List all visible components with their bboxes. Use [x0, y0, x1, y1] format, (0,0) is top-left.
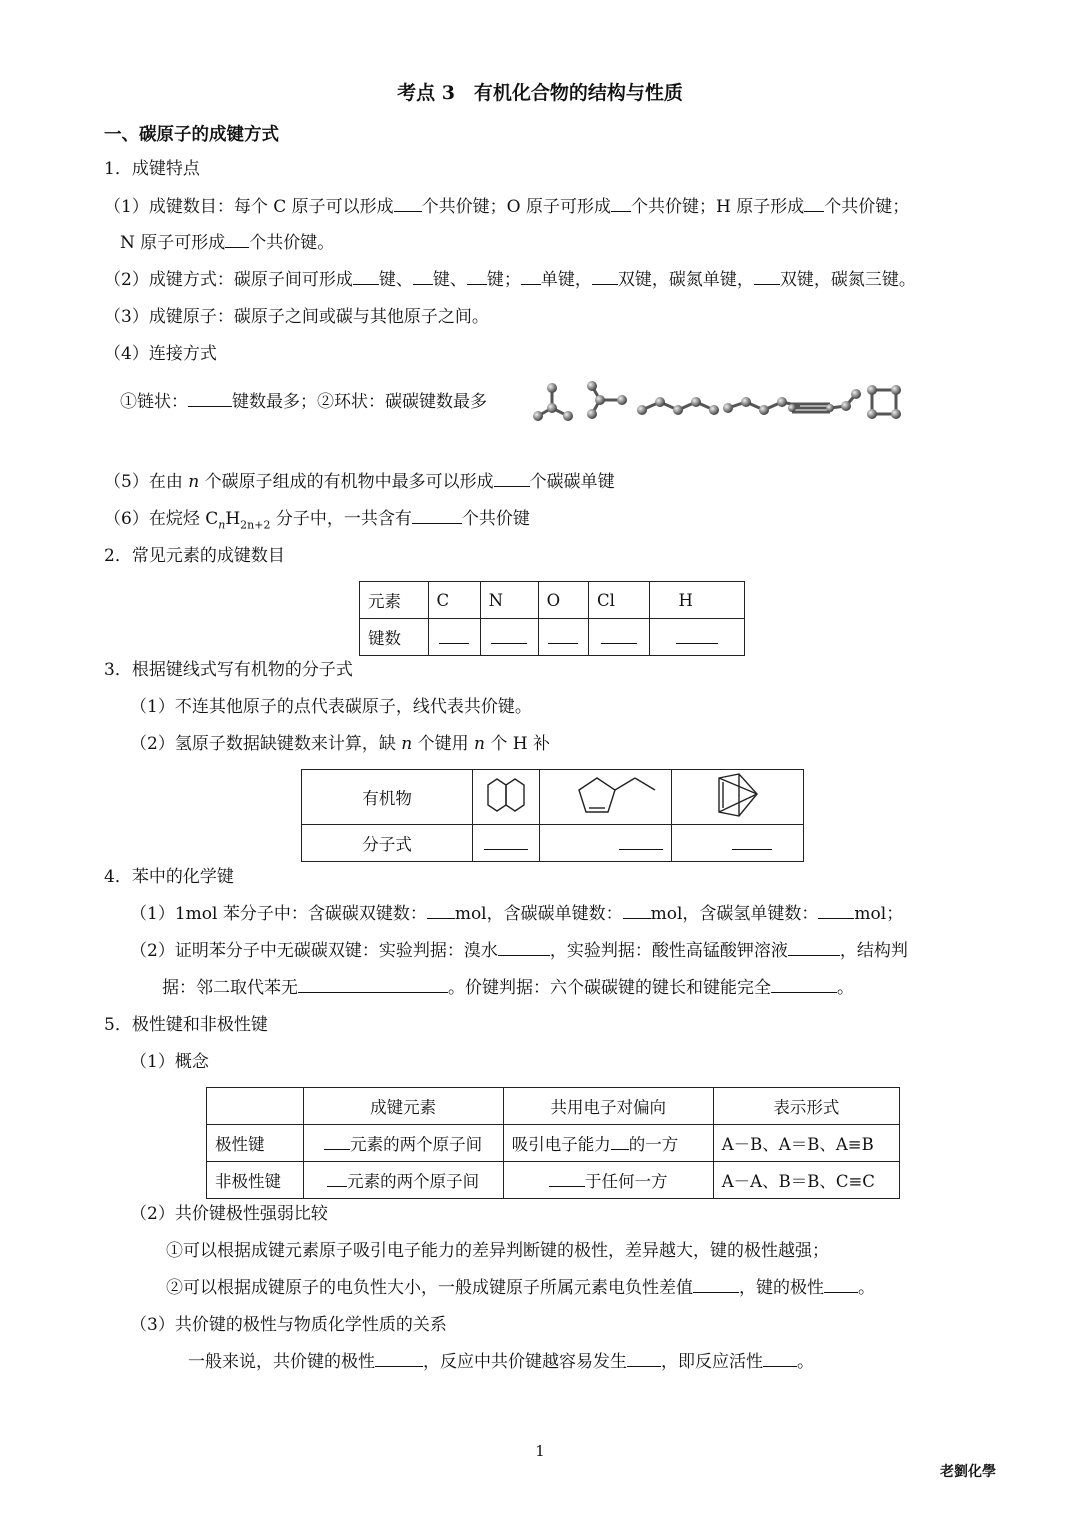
subheading-polarity-compare: （2）共价键极性强弱比较 [130, 1204, 328, 1224]
line-bond-types: （2）成键方式：碳原子间可形成 键、 键、 键； 单键， 双键，碳氮单键， 双键，碳氮三键。 [104, 270, 916, 290]
table-cell: 非极性键 [207, 1162, 304, 1199]
page-number: 1 [535, 1442, 545, 1460]
line-benzene-proof-cont: 据：邻二取代苯无 。价键判据：六个碳碳键的键长和键能完全 。 [162, 978, 854, 998]
blank [324, 1133, 350, 1150]
blank [788, 939, 840, 956]
table-cell: H [650, 582, 745, 619]
blank [804, 195, 824, 212]
ethylcyclopentene-structure [545, 770, 665, 820]
skeletal-formula-table [301, 769, 804, 862]
blank [491, 627, 527, 644]
blank [549, 1170, 585, 1187]
blank [676, 627, 718, 644]
blank [693, 1276, 739, 1293]
line-max-cc-bonds: （5）在由 n 个碳原子组成的有机物中最多可以形成 个碳碳单键 [104, 472, 615, 492]
blank [494, 470, 530, 487]
table-cell: Cl [589, 582, 650, 619]
blank [375, 1350, 423, 1367]
section-heading-polar-bonds: 5．极性键和非极性键 [104, 1015, 268, 1035]
ball-and-stick-models-illustration [530, 372, 910, 432]
line-polarity-rule-2: ②可以根据成键原子的电负性大小，一般成键原子所属元素电负性差值 ，键的极性 。 [166, 1278, 875, 1298]
blank [521, 268, 541, 285]
blank [611, 195, 631, 212]
table-cell: 共用电子对偏向 [503, 1088, 713, 1125]
table-cell: A－B、A＝B、A≡B [713, 1125, 899, 1162]
line-hydrogen-count: （2）氢原子数据缺键数来计算，缺 n 个键用 n 个 H 补 [130, 734, 550, 754]
bicyclic-structure [697, 770, 777, 820]
page-title: 考点 3 有机化合物的结构与性质 [397, 82, 683, 104]
line-polarity-rule-1: ①可以根据成键元素原子吸引电子能力的差异判断键的极性，差异越大，键的极性越强； [166, 1241, 829, 1261]
table-cell: O [538, 582, 588, 619]
line-dot-carbon: （1）不连其他原子的点代表碳原子，线代表共价键。 [130, 697, 532, 717]
blank [611, 1133, 629, 1150]
blank [818, 902, 854, 919]
blank [484, 833, 528, 850]
blank [298, 976, 448, 993]
table-cell: 极性键 [207, 1125, 304, 1162]
blank [427, 902, 455, 919]
table-cell: 分子式 [302, 825, 473, 862]
line-connection-mode: （4）连接方式 [104, 344, 217, 364]
blank [188, 390, 232, 407]
decalin-structure [476, 770, 536, 820]
section-heading-benzene-bonds: 4．苯中的化学键 [104, 867, 234, 887]
line-alkane-bonds: （6）在烷烃 $C_nH_{2n+2}$ 分子中，一共含有 个共价键 [104, 509, 530, 532]
blank [548, 627, 578, 644]
table-cell: 元素的两个原子间 [350, 1135, 483, 1154]
blank [592, 268, 618, 285]
blank [353, 268, 379, 285]
blank [627, 1350, 661, 1367]
blank [413, 268, 433, 285]
table-cell: 元素的两个原子间 [347, 1172, 480, 1191]
blank [763, 1350, 797, 1367]
line-bond-count: （1）成键数目：每个 C 原子可以形成 个共价键；O 原子可形成 个共价键；H 原子形成 个共价键； [104, 197, 910, 217]
table-cell [207, 1088, 304, 1125]
blank [732, 833, 772, 850]
subheading-concept: （1）概念 [130, 1052, 209, 1072]
table-cell: 成键元素 [303, 1088, 503, 1125]
blank [619, 833, 663, 850]
section-heading-carbon-bonding: 一、碳原子的成键方式 [104, 125, 279, 145]
line-chain-ring: ①链状： 键数最多；②环状：碳碳键数最多 [120, 392, 487, 412]
blank [394, 195, 422, 212]
polar-bond-table: 成键元素 共用电子对偏向 表示形式 极性键 元素的两个原子间 吸引电子能力 的一方 A－B、A＝B、A≡B 非极性键 元素的两个原子间 于任何一方 A－A、B＝B、C≡C [206, 1087, 900, 1199]
line-nitrogen-bonds: N 原子可形成 个共价键。 [120, 233, 335, 253]
blank [467, 268, 487, 285]
blank [412, 507, 462, 524]
blank [623, 902, 651, 919]
line-benzene-bond-counts: （1）1mol 苯分子中：含碳碳双键数： mol，含碳碳单键数： mol，含碳氢单键数： mol； [130, 904, 904, 924]
table-cell: 键数 [360, 619, 429, 656]
table-cell: 元素 [360, 582, 429, 619]
line-benzene-proof: （2）证明苯分子中无碳碳双键：实验判据：溴水 ，实验判据：酸性高锰酸钾溶液 ，结构判 [130, 941, 908, 961]
blank [225, 231, 249, 248]
line-polarity-reactivity: 一般来说，共价键的极性 ，反应中共价键越容易发生 ，即反应活性 。 [188, 1352, 814, 1372]
blank [327, 1170, 347, 1187]
table-cell: 有机物 [302, 770, 473, 825]
table-cell: A－A、B＝B、C≡C [713, 1162, 899, 1199]
table-cell: C [428, 582, 480, 619]
blank [824, 1276, 858, 1293]
blank [498, 939, 550, 956]
subheading-polarity-reactivity: （3）共价键的极性与物质化学性质的关系 [130, 1315, 447, 1335]
table-cell: N [480, 582, 538, 619]
section-heading-skeletal-formula: 3．根据键线式写有机物的分子式 [104, 660, 353, 680]
blank [601, 627, 637, 644]
element-bond-table [359, 581, 745, 656]
brand-watermark: 老劉化學 [940, 1464, 996, 1480]
subheading-bond-features: 1．成键特点 [104, 159, 200, 179]
section-heading-element-bonds: 2．常见元素的成键数目 [104, 546, 285, 566]
blank [771, 976, 837, 993]
table-cell: 表示形式 [713, 1088, 899, 1125]
blank [754, 268, 780, 285]
blank [439, 627, 469, 644]
line-bond-atoms: （3）成键原子：碳原子之间或碳与其他原子之间。 [104, 307, 489, 327]
